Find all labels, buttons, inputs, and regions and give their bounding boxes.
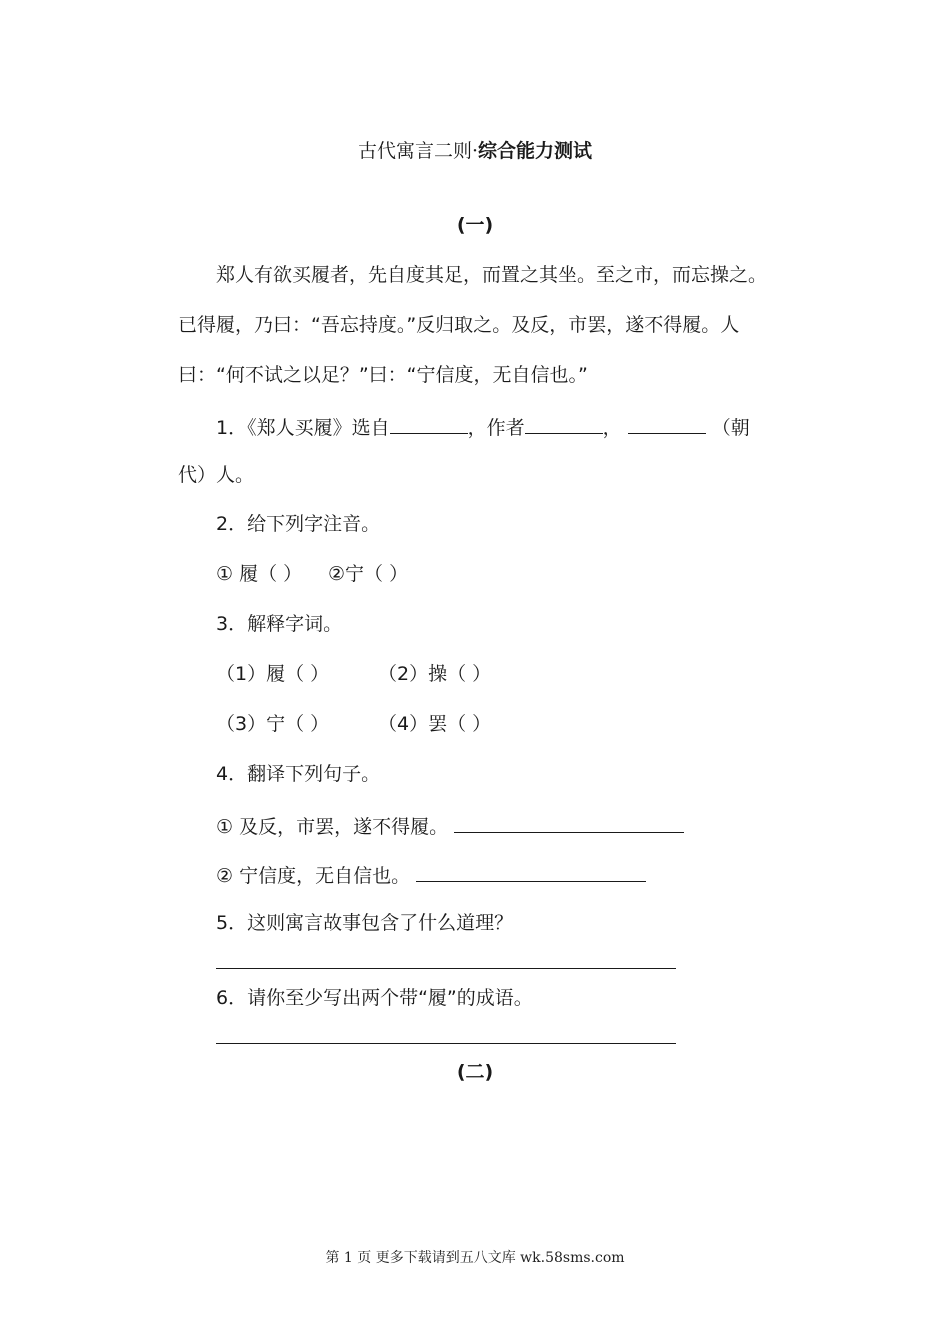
question-3: 3．解释字词。 [216,613,343,635]
q4-sentence-1 [216,812,684,839]
title-part-2: 综合能力测试 [478,140,593,162]
q1-prefix: 1．《郑人买履》选自 [216,417,390,439]
q4-sentence-1-text: ① 及反，市罢，遂不得履。 [216,816,449,838]
q5-answer-line[interactable] [216,968,676,969]
q1-suffix: （朝 [711,417,750,439]
q3-item-2: （2）操（ ） [378,663,492,685]
q1-mid-1: ，作者 [467,417,525,439]
q1-continuation: 代）人。 [178,464,255,486]
q4-answer-1[interactable] [454,812,684,833]
passage-line-1: 郑人有欲买履者，先自度其足，而置之其坐。至之市，而忘操之。 [216,264,768,286]
question-4: 4．翻译下列句子。 [216,763,381,785]
q3-item-1: （1）履（ ） [216,663,330,685]
q4-answer-2[interactable] [416,861,646,882]
q4-sentence-2 [216,861,646,888]
question-1 [216,413,750,440]
q1-blank-dynasty[interactable] [628,413,706,434]
q1-mid-2: ， [602,417,622,439]
q2-item-b: ②宁（ ） [328,563,409,585]
passage-line-2: 已得履，乃曰：“吾忘持度。”反归取之。及反，市罢，遂不得履。人 [178,314,740,336]
title-part-1: 古代寓言二则· [357,140,479,162]
q3-item-4: （4）罢（ ） [378,713,492,735]
q1-blank-source[interactable] [390,413,468,434]
page-footer: 第 1 页 更多下载请到五八文库 wk.58sms.com [325,1250,625,1266]
section-heading-1: (一) [456,214,494,236]
q2-item-a: ① 履（ ） [216,563,303,585]
q4-sentence-2-text: ② 宁信度，无自信也。 [216,865,411,887]
question-5: 5．这则寓言故事包含了什么道理？ [216,912,514,934]
q3-item-3: （3）宁（ ） [216,713,330,735]
question-6: 6．请你至少写出两个带“履”的成语。 [216,987,533,1009]
q6-answer-line[interactable] [216,1043,676,1044]
page-title [0,139,950,163]
passage-line-3: 曰：“何不试之以足？”曰：“宁信度，无自信也。” [178,364,588,386]
q1-blank-author[interactable] [525,413,603,434]
question-2: 2．给下列字注音。 [216,513,381,535]
section-heading-2: (二) [456,1061,494,1083]
